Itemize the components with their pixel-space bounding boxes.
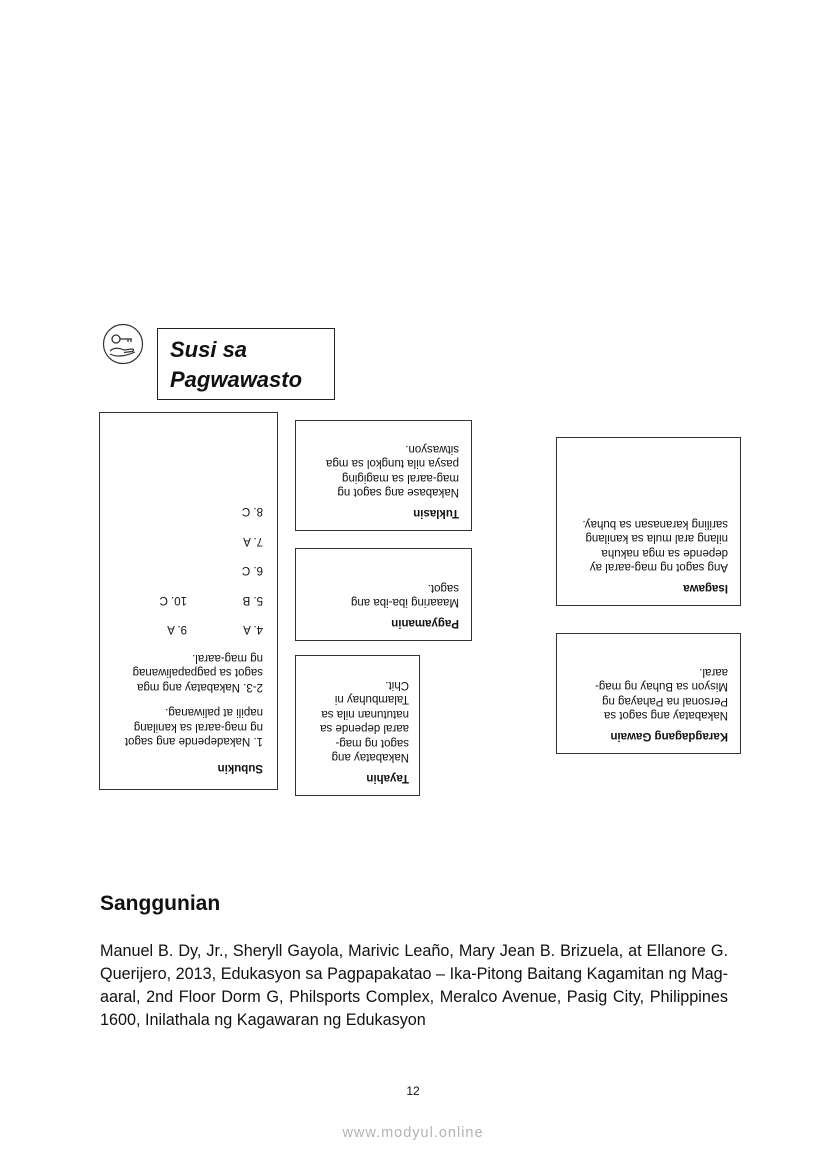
page-number: 12	[406, 1084, 420, 1098]
card-tuklasin	[295, 420, 472, 531]
answer-key-title-box	[157, 328, 335, 400]
card-pagyamanin-body: Maaaring iba-iba ang sagot.	[350, 582, 459, 609]
card-pagyamanin	[295, 548, 472, 641]
references-text: Manuel B. Dy, Jr., Sheryll Gayola, Marivic Leaño, Mary Jean B. Brizuela, at Ellanore G. Querijero, 2013, Edukasyon sa Pagpapakatao – Ika-Pitong Baitang Kagamitan ng Mag-aaral, 2nd Floor Dorm G, Philsports Complex, Meralco Avenue, Pasig City, Philippines 1600, Inilathala ng Kagawaran ng Edukasyon	[100, 942, 728, 1029]
subukin-row	[114, 534, 263, 549]
card-pagyamanin-title: Pagyamanin	[391, 617, 459, 629]
card-karagdagang-gawain-body: Nakabatay ang sagot sa Personal na Pahayag ng Misyon sa Buhay ng mag- aaral.	[595, 666, 728, 722]
card-isagawa	[556, 437, 741, 606]
references-heading: Sanggunian	[100, 892, 221, 915]
answer: 5. B	[242, 594, 263, 606]
subukin-row	[114, 622, 263, 637]
card-karagdagang-gawain-title: Karagdagang Gawain	[610, 730, 728, 742]
key-in-hand-icon	[102, 323, 144, 365]
answer: 8. C	[241, 505, 263, 518]
title-line-2: Pagwawasto	[170, 367, 303, 392]
answer: 7. A	[243, 535, 263, 547]
answer: 9. A	[167, 623, 187, 636]
card-tayahin-title: Tayahin	[366, 772, 409, 784]
subukin-item-1: 1. Nakadepende ang sagot ng mag-aaral sa kanilang napili at paliwanag.	[124, 706, 263, 748]
card-tuklasin-title: Tuklasin	[413, 507, 459, 519]
answer: 4. A	[243, 623, 263, 636]
answer: 6. C	[241, 564, 263, 577]
card-tayahin	[295, 655, 420, 796]
subukin-item-2: 2-3. Nakabatay ang mga sagot sa pagpapaliwanag ng mag-aaral.	[132, 652, 263, 693]
watermark: www.modyul.online	[342, 1125, 484, 1141]
card-karagdagang-gawain	[556, 633, 741, 754]
title-line-1: Susi sa	[170, 337, 248, 362]
card-subukin-title: Subukin	[217, 762, 263, 774]
card-isagawa-body: Ang sagot ng mag-aaral ay depende sa mga nakuha nilang aral mula sa kanilang sariling karanasan sa buhay.	[582, 518, 728, 574]
card-subukin	[99, 412, 278, 790]
card-tayahin-body: Nakabatay ang sagot ng mag- aaral depende sa natutunan nila sa Talambuhay ni Chit.	[320, 679, 409, 764]
card-tuklasin-body: Nakabase ang sagot ng mag-aaral sa magiging pasya nila tungkol sa mga sitwasyon.	[326, 443, 459, 499]
subukin-row	[114, 593, 263, 608]
answer: 10. C	[159, 594, 187, 606]
subukin-row	[114, 504, 263, 519]
card-isagawa-title: Isagawa	[683, 582, 728, 594]
subukin-row	[114, 563, 263, 578]
